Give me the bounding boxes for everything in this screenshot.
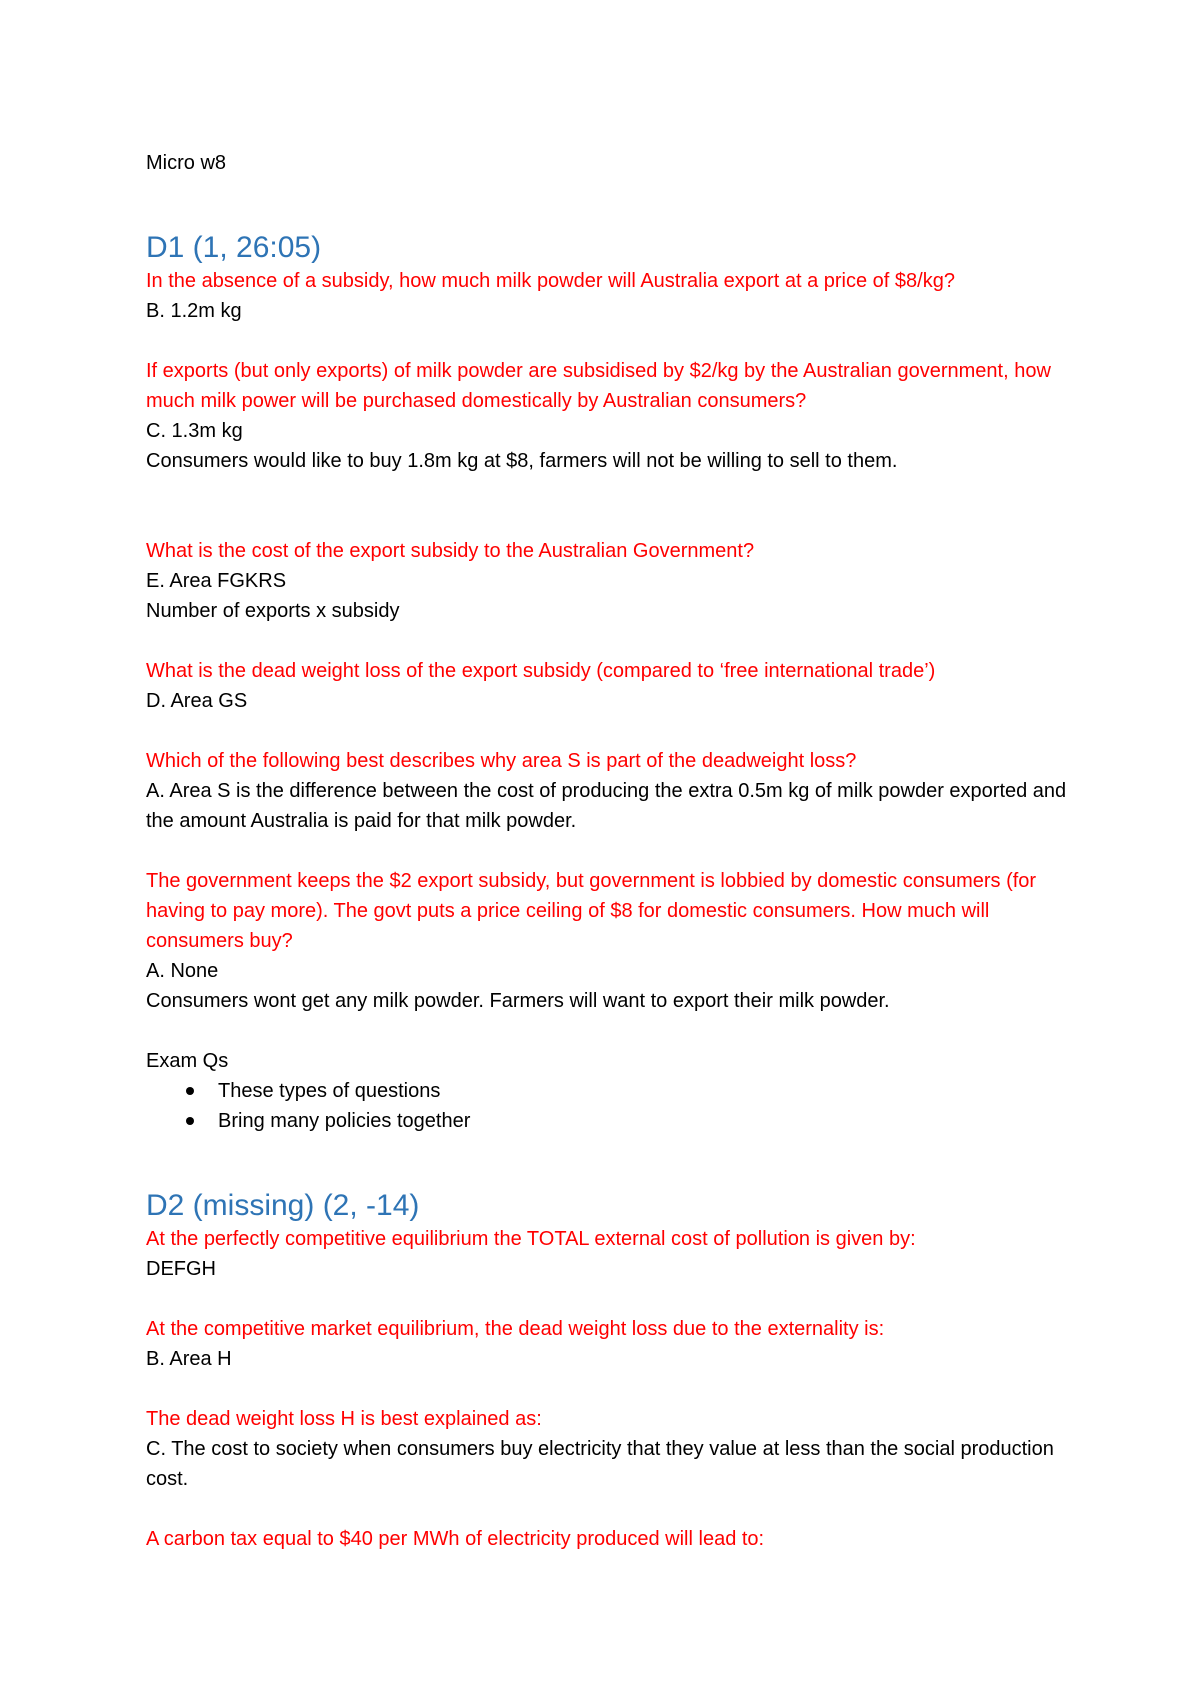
qa-item bbox=[146, 656, 1076, 716]
qa-item bbox=[146, 1224, 1076, 1284]
answer-text: A. Area S is the difference between the cost of producing the extra 0.5m kg of milk powder exported and the amount Australia is paid for that milk powder. bbox=[146, 780, 1067, 832]
section-heading-d1: D1 (1, 26:05) bbox=[146, 231, 322, 264]
bullet-text: Bring many policies together bbox=[218, 1110, 471, 1132]
bullet-icon bbox=[186, 1117, 194, 1125]
answer-text: B. 1.2m kg bbox=[146, 300, 242, 322]
exam-label: Exam Qs bbox=[146, 1050, 229, 1072]
answer-text: B. Area H bbox=[146, 1348, 232, 1370]
qa-item bbox=[146, 266, 1076, 326]
answer-text: D. Area GS bbox=[146, 690, 248, 712]
question-text: In the absence of a subsidy, how much milk powder will Australia export at a price of $8/kg? bbox=[146, 270, 955, 292]
qa-item bbox=[146, 1314, 1076, 1374]
answer-text: C. 1.3m kg bbox=[146, 420, 243, 442]
note-text: Consumers would like to buy 1.8m kg at $8, farmers will not be willing to sell to them. bbox=[146, 450, 898, 472]
question-text: If exports (but only exports) of milk powder are subsidised by $2/kg by the Australian government, how much milk power will be purchased domestically by Australian consumers? bbox=[146, 360, 1051, 412]
question-text: A carbon tax equal to $40 per MWh of electricity produced will lead to: bbox=[146, 1528, 765, 1550]
qa-item bbox=[146, 1404, 1076, 1494]
question-text: The dead weight loss H is best explained as: bbox=[146, 1408, 542, 1430]
note-text: Number of exports x subsidy bbox=[146, 600, 400, 622]
qa-item bbox=[146, 536, 1076, 626]
question-text: Which of the following best describes why area S is part of the deadweight loss? bbox=[146, 750, 857, 772]
answer-text: C. The cost to society when consumers buy electricity that they value at less than the social production cost. bbox=[146, 1438, 1054, 1490]
question-text: The government keeps the $2 export subsidy, but government is lobbied by domestic consumers (for having to pay more). The govt puts a price ceiling of $8 for domestic consumers. How much will consumers buy? bbox=[146, 870, 1037, 952]
bullet-icon bbox=[186, 1087, 194, 1095]
answer-text: DEFGH bbox=[146, 1258, 216, 1280]
list-item bbox=[146, 1076, 470, 1106]
bullet-list bbox=[146, 1076, 470, 1136]
document-title: Micro w8 bbox=[146, 152, 227, 174]
bullet-text: These types of questions bbox=[218, 1080, 441, 1102]
section-heading-d2: D2 (missing) (2, -14) bbox=[146, 1189, 420, 1222]
question-text: At the perfectly competitive equilibrium the TOTAL external cost of pollution is given by: bbox=[146, 1228, 916, 1250]
qa-item bbox=[146, 866, 1076, 1016]
answer-text: E. Area FGKRS bbox=[146, 570, 287, 592]
answer-text: A. None bbox=[146, 960, 219, 982]
qa-item bbox=[146, 356, 1076, 476]
note-text: Consumers wont get any milk powder. Farmers will want to export their milk powder. bbox=[146, 990, 890, 1012]
question-text: What is the cost of the export subsidy to the Australian Government? bbox=[146, 540, 755, 562]
question-text: At the competitive market equilibrium, the dead weight loss due to the externality is: bbox=[146, 1318, 885, 1340]
qa-item bbox=[146, 746, 1076, 836]
question-text: What is the dead weight loss of the export subsidy (compared to ‘free international trade’) bbox=[146, 660, 936, 682]
list-item bbox=[146, 1106, 470, 1136]
qa-item bbox=[146, 1524, 1076, 1554]
